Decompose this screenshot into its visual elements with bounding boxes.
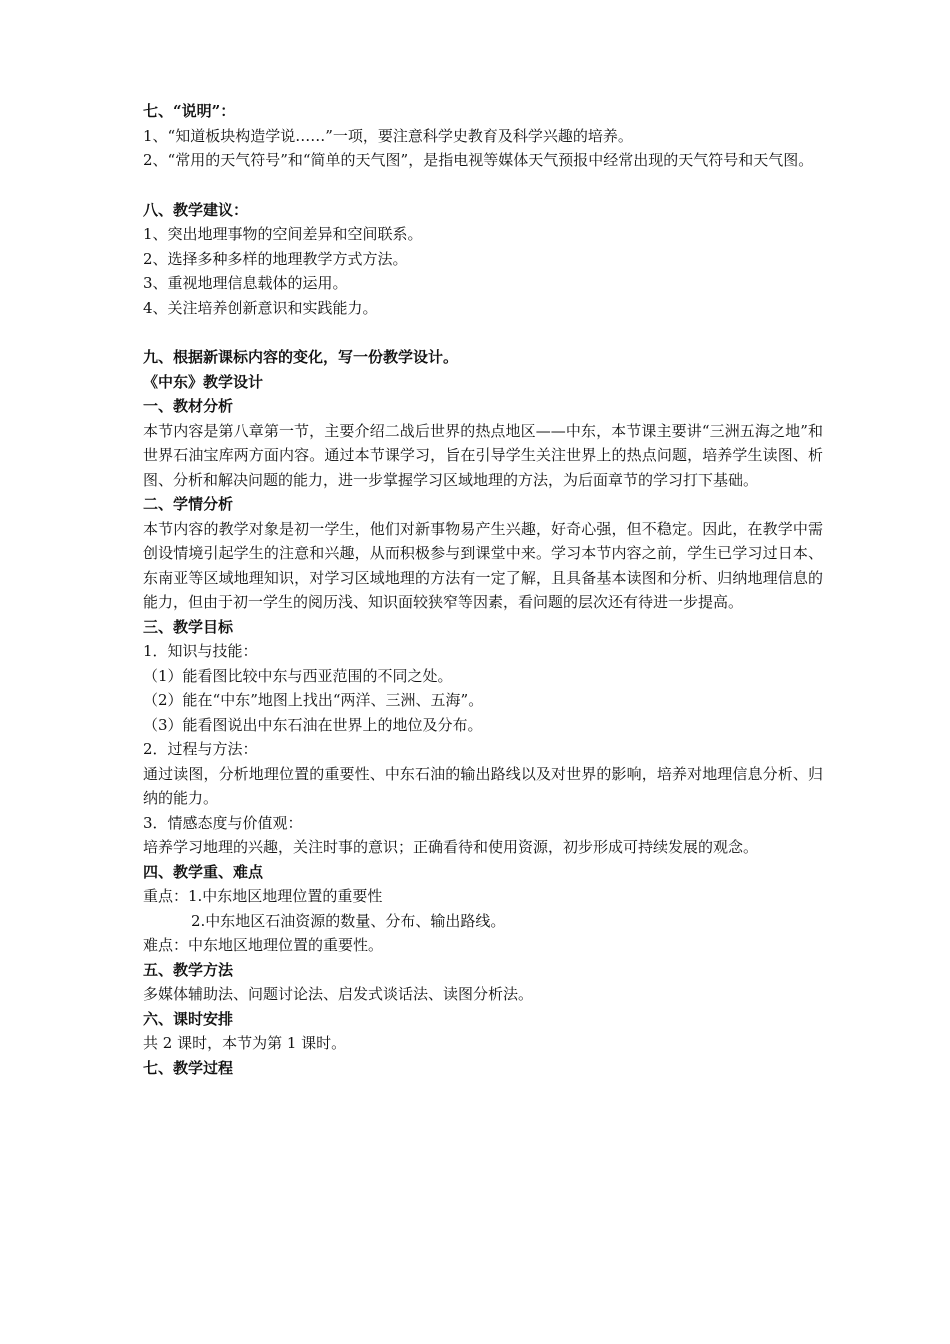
key-point-1: 重点：1.中东地区地理位置的重要性 [143, 887, 383, 905]
section-heading-suggestions: 八、教学建议： [143, 200, 249, 219]
suggestion-item-4: 4、关注培养创新意识和实践能力。 [143, 298, 378, 317]
spacer [143, 173, 823, 198]
heading-teaching-objectives: 三、教学目标 [143, 617, 234, 636]
spacer [143, 320, 823, 345]
heading-student-analysis: 二、学情分析 [143, 495, 234, 513]
section-heading-design-task: 九、根据新课标内容的变化，写一份教学设计。 [143, 348, 459, 366]
objective-knowledge-item-1: （1）能看图比较中东与西亚范围的不同之处。 [143, 666, 453, 685]
document-page [143, 99, 823, 1080]
objective-process-label: 2．过程与方法： [143, 740, 258, 758]
note-item-2: 2、“常用的天气符号”和“简单的天气图”，是指电视等媒体天气预报中经常出现的天气符号和天气图。 [143, 151, 814, 169]
student-analysis-text: 本节内容的教学对象是初一学生，他们对新事物易产生兴趣，好奇心强，但不稳定。因此，在教学中需创设情境引起学生的注意和兴趣，从而积极参与到课堂中来。学习本节内容之前，学生已学习过日本、东南亚等区域地理知识，对学习区域地理的方法有一定了解，且具备基本读图和分析、归纳地理信息的能力，但由于初一学生的阅历浅、知识面较狭窄等因素，看问题的层次还有待进一步提高。 [143, 519, 823, 611]
heading-textbook-analysis: 一、教材分析 [143, 397, 234, 415]
heading-key-points: 四、教学重、难点 [143, 862, 264, 881]
suggestion-item-2: 2、选择多种多样的地理教学方式方法。 [143, 249, 408, 268]
heading-teaching-process: 七、教学过程 [143, 1058, 234, 1077]
note-item-1: 1、“知道板块构造学说……”一项，要注意科学史教育及科学兴趣的培养。 [143, 126, 633, 145]
objective-process-text: 通过读图，分析地理位置的重要性、中东石油的输出路线以及对世界的影响，培养对地理信息分析、归纳的能力。 [143, 764, 823, 807]
heading-schedule: 六、课时安排 [143, 1009, 234, 1028]
objective-knowledge-item-2: （2）能在“中东”地图上找出“两洋、三洲、五海”。 [143, 691, 484, 709]
objective-knowledge-label: 1．知识与技能： [143, 642, 258, 660]
section-heading-note: 七、“说明”： [143, 102, 236, 120]
objective-emotion-text: 培养学习地理的兴趣，关注时事的意识；正确看待和使用资源，初步形成可持续发展的观念。 [143, 838, 759, 856]
suggestion-item-3: 3、重视地理信息载体的运用。 [143, 274, 348, 292]
difficult-point: 难点：中东地区地理位置的重要性。 [143, 936, 384, 954]
objective-knowledge-item-3: （3）能看图说出中东石油在世界上的地位及分布。 [143, 715, 483, 734]
textbook-analysis-text: 本节内容是第八章第一节，主要介绍二战后世界的热点地区——中东，本节课主要讲“三洲五海之地”和世界石油宝库两方面内容。通过本节课学习，旨在引导学生关注世界上的热点问题，培养学生读图、析图、分析和解决问题的能力，进一步掌握学习区域地理的方法，为后面章节的学习打下基础。 [143, 421, 823, 489]
heading-teaching-methods: 五、教学方法 [143, 960, 234, 979]
key-point-2: 2.中东地区石油资源的数量、分布、输出路线。 [191, 911, 506, 930]
teaching-methods-text: 多媒体辅助法、问题讨论法、启发式谈话法、读图分析法。 [143, 985, 534, 1003]
suggestion-item-1: 1、突出地理事物的空间差异和空间联系。 [143, 225, 423, 243]
schedule-text: 共 2 课时，本节为第 1 课时。 [143, 1034, 347, 1052]
objective-emotion-label: 3．情感态度与价值观： [143, 813, 303, 832]
design-title: 《中东》教学设计 [143, 372, 264, 391]
